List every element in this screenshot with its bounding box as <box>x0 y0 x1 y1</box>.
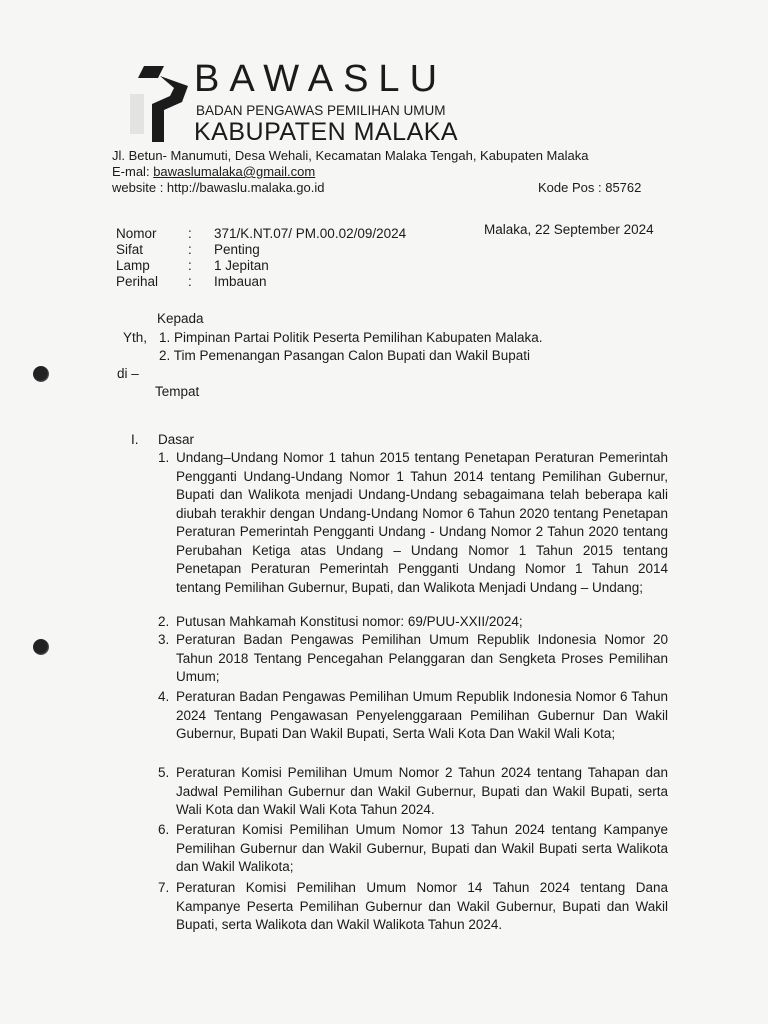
list-item-text: Peraturan Komisi Pemilihan Umum Nomor 14 Tahun 2024 tentang Dana Kampanye Peserta Pemilihan Gubernur dan Wakil Gubernur, Bupati dan Wakil Bupati, serta Walikota dan Wakil Walikota Tahun 2024. <box>176 880 668 932</box>
list-item <box>158 764 668 820</box>
addressee-tempat: Tempat <box>155 384 200 399</box>
org-region: KABUPATEN MALAKA <box>194 118 459 146</box>
bawaslu-logo-icon <box>130 64 192 142</box>
list-item-text: Undang–Undang Nomor 1 tahun 2015 tentang Penetapan Peraturan Pemerintah Pengganti Undang-Undang Nomor 1 Tahun 2014 tentang Pemilihan Gubernur, Bupati dan Walikota menjadi Undang-Undang sebagaimana telah beberapa kali diubah terakhir dengan Undang-Undang Nomor 6 Tahun 2020 tentang Penetapan Peraturan Pemerintah Pengganti Undang - Undang Nomor 2 Tahun 2020 tentang Perubahan Ketiga atas Undang – Undang Nomor 1 Tahun 2015 tentang Penetapan Peraturan Pemerintah Pengganti Undang Nomor 1 Tahun 2014 tentang Pemilihan Gubernur, Bupati, dan Walikota Menjadi Undang – Undang; <box>176 450 668 595</box>
section-number: I. <box>131 432 139 447</box>
list-item-number: 4. <box>158 689 170 704</box>
email-label: E-mal: <box>112 164 150 179</box>
address-line: Jl. Betun- Manumuti, Desa Wehali, Kecamatan Malaka Tengah, Kabupaten Malaka <box>112 148 589 163</box>
list-item <box>158 879 668 935</box>
meta-colon: : <box>188 274 192 289</box>
meta-label-lamp: Lamp <box>116 258 150 273</box>
org-name: BAWASLU <box>194 58 448 100</box>
list-item-number: 3. <box>158 632 170 647</box>
meta-colon: : <box>188 226 192 241</box>
meta-value-lamp: 1 Jepitan <box>214 258 269 273</box>
addressee-recipient-1: 1. Pimpinan Partai Politik Peserta Pemilihan Kabupaten Malaka. <box>159 330 543 345</box>
list-item-text: Putusan Mahkamah Konstitusi nomor: 69/PUU-XXII/2024; <box>176 614 523 629</box>
punch-hole <box>33 639 49 655</box>
section-title: Dasar <box>158 432 195 447</box>
list-item-text: Peraturan Komisi Pemilihan Umum Nomor 13 Tahun 2024 tentang Kampanye Pemilihan Gubernur dan Wakil Gubernur, Bupati dan Wakil Bupati serta Walikota dan Wakil Walikota; <box>176 822 668 874</box>
punch-hole <box>33 366 49 382</box>
list-item-number: 5. <box>158 765 170 780</box>
list-item-text: Peraturan Komisi Pemilihan Umum Nomor 2 Tahun 2024 tentang Tahapan dan Jadwal Pemilihan Gubernur dan Wakil Gubernur, Bupati dan Wakil Bupati, serta Wali Kota dan Wakil Wali Kota Tahun 2024. <box>176 765 668 817</box>
letter-date: Malaka, 22 September 2024 <box>484 222 654 237</box>
list-item <box>158 631 668 687</box>
meta-label-perihal: Perihal <box>116 274 159 289</box>
addressee-di: di – <box>117 366 139 381</box>
meta-value-nomor: 371/K.NT.07/ PM.00.02/09/2024 <box>214 226 407 241</box>
meta-label-sifat: Sifat <box>116 242 144 257</box>
email-line <box>112 164 315 179</box>
meta-value-sifat: Penting <box>214 242 260 257</box>
list-item-number: 1. <box>158 450 170 465</box>
list-item <box>158 821 668 877</box>
meta-label-nomor: Nomor <box>116 226 157 241</box>
list-item-number: 7. <box>158 880 170 895</box>
list-item-text: Peraturan Badan Pengawas Pemilihan Umum Republik Indonesia Nomor 6 Tahun 2024 Tentang Pengawasan Penyelenggaraan Pemilihan Gubernur Dan Wakil Gubernur, Bupati Dan Wakil Bupati, Serta Wali Kota Dan Wakil Wali Kota; <box>176 689 668 741</box>
list-item <box>158 688 668 744</box>
addressee-yth: Yth, <box>123 330 148 345</box>
website-line[interactable]: website : http://bawaslu.malaka.go.id <box>112 180 325 195</box>
email-link[interactable]: bawaslumalaka@gmail.com <box>153 164 316 179</box>
org-subtitle: BADAN PENGAWAS PEMILIHAN UMUM <box>196 103 446 118</box>
list-item-text: Peraturan Badan Pengawas Pemilihan Umum Republik Indonesia Nomor 20 Tahun 2018 Tentang Pencegahan Pelanggaran dan Sengketa Proses Pemilihan Umum; <box>176 632 668 684</box>
addressee-recipient-2: 2. Tim Pemenangan Pasangan Calon Bupati dan Wakil Bupati <box>159 348 530 363</box>
list-item-number: 2. <box>158 614 170 629</box>
list-item <box>158 613 668 632</box>
addressee-kepada: Kepada <box>157 311 204 326</box>
meta-colon: : <box>188 242 192 257</box>
meta-colon: : <box>188 258 192 273</box>
meta-value-perihal: Imbauan <box>214 274 267 289</box>
list-item <box>158 449 668 597</box>
postcode: Kode Pos : 85762 <box>538 180 642 195</box>
list-item-number: 6. <box>158 822 170 837</box>
